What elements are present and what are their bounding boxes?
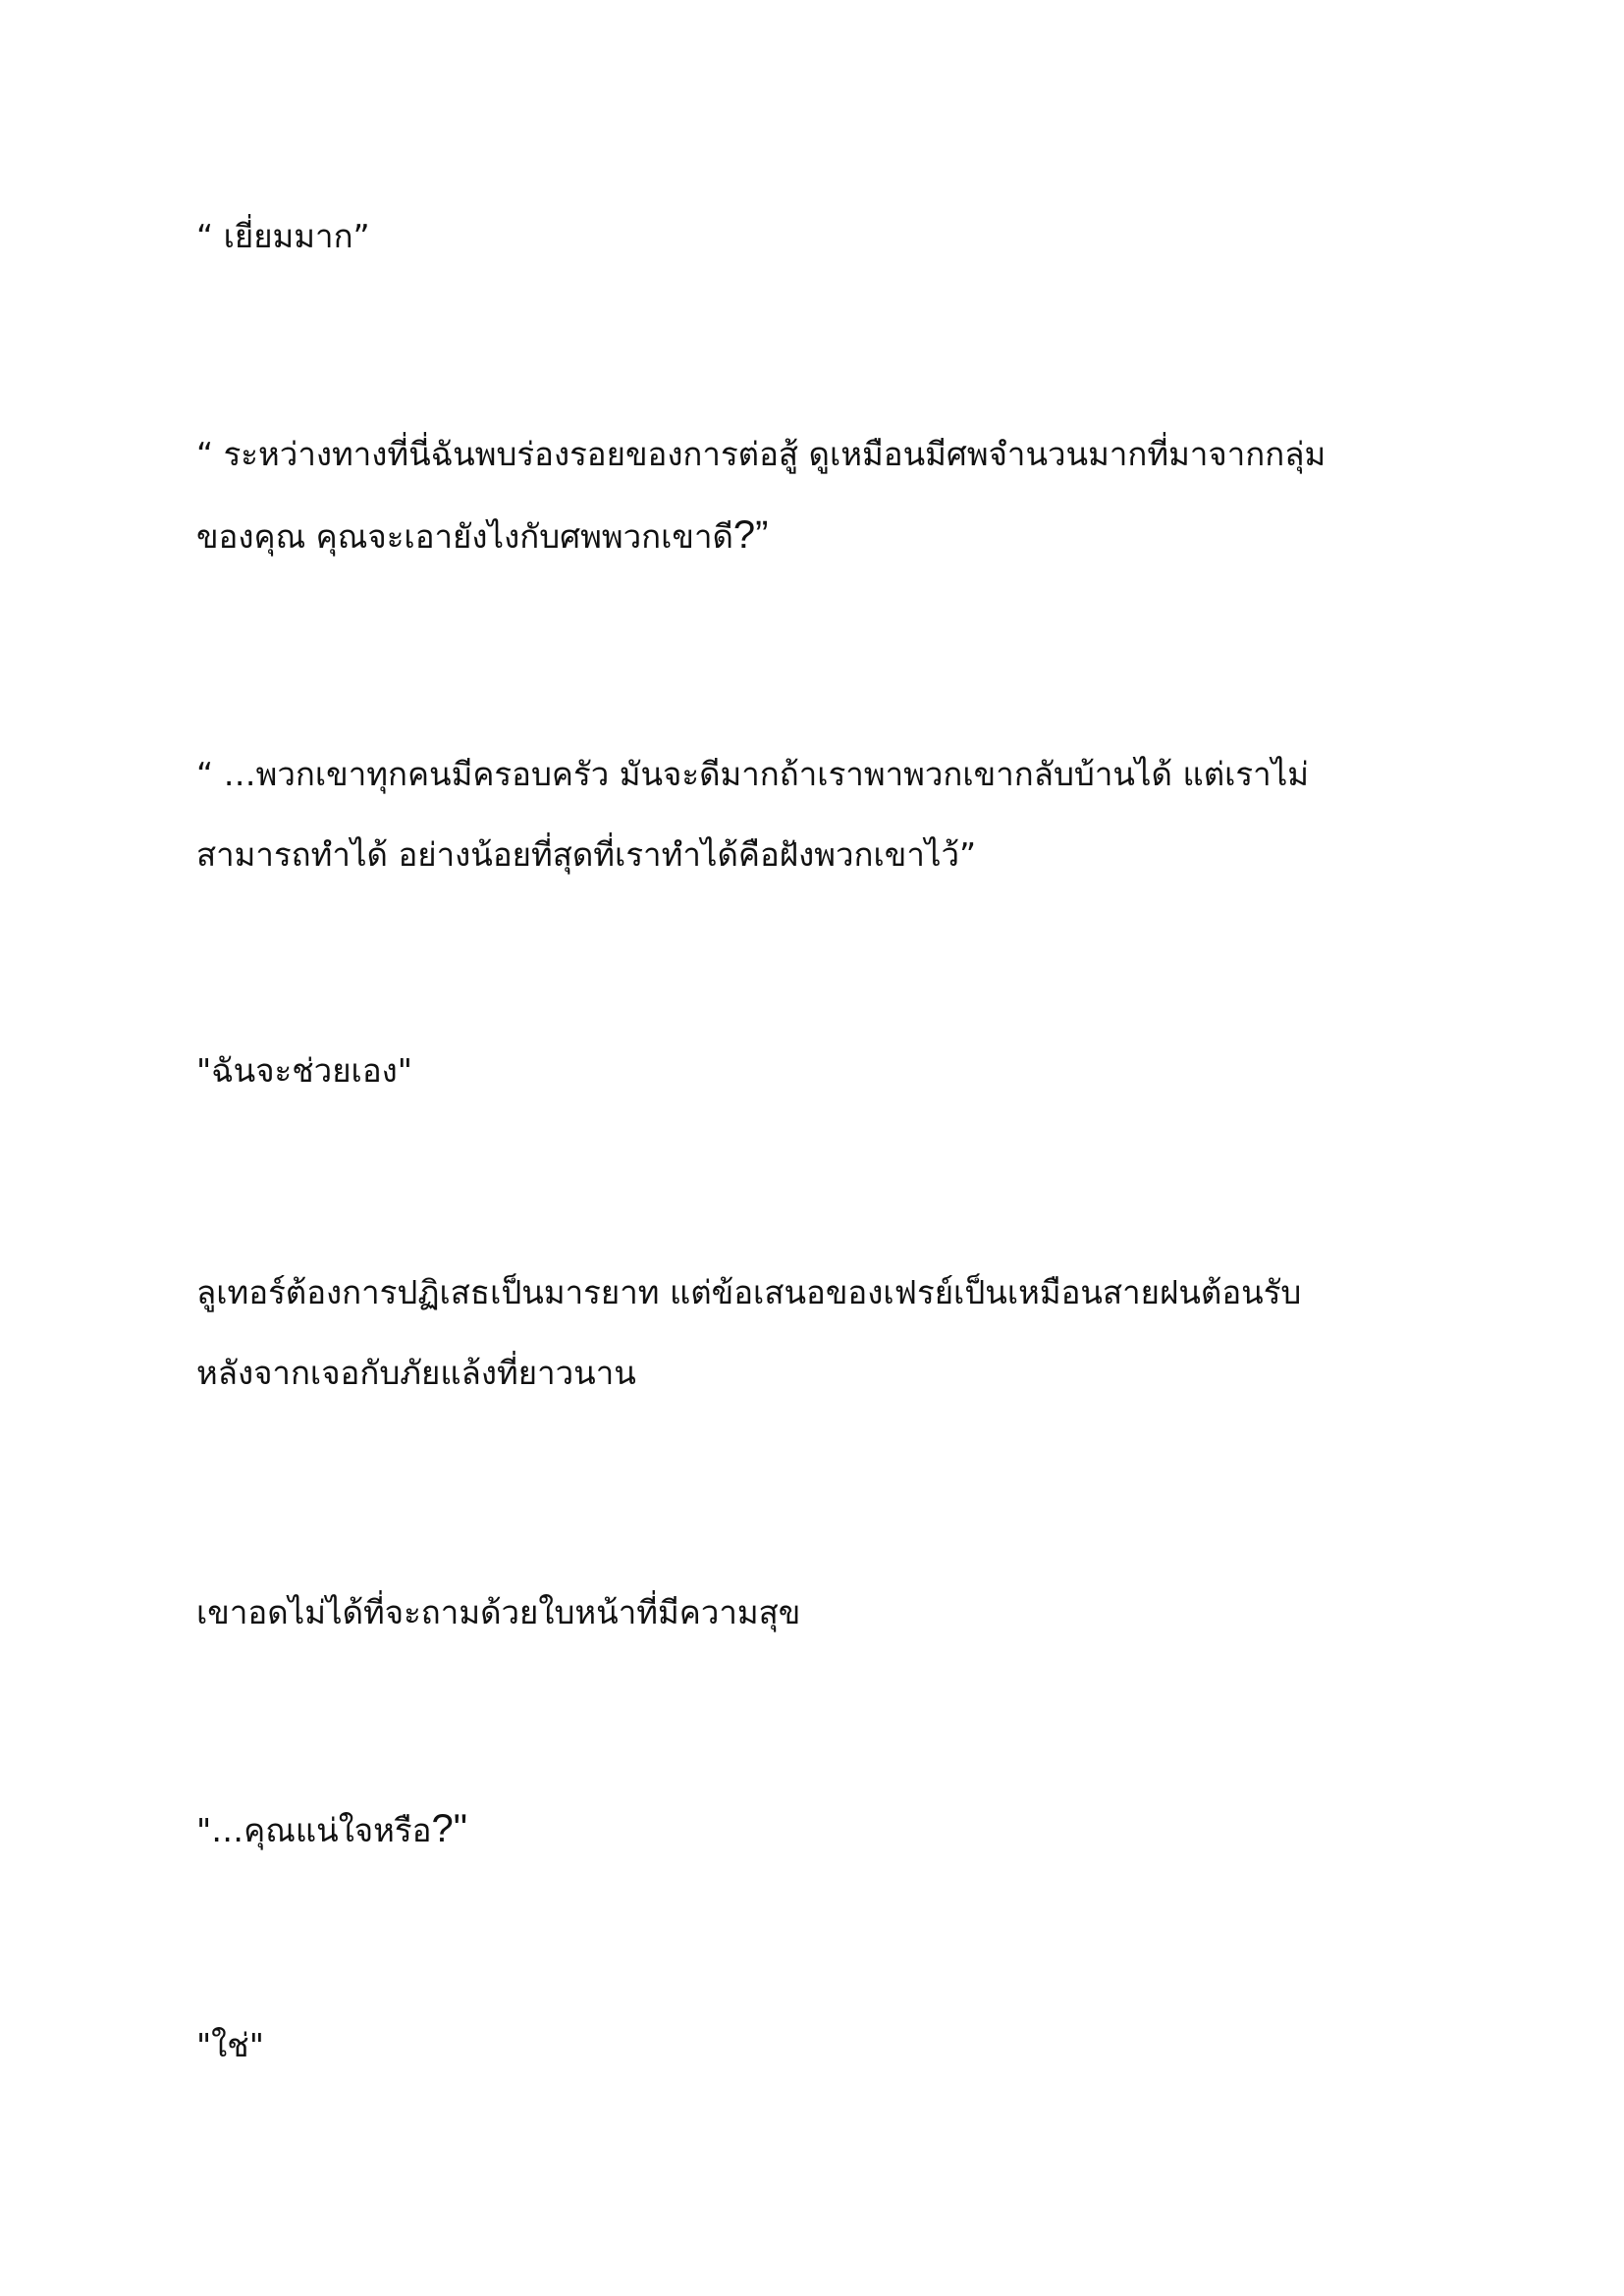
paragraph-2 xyxy=(196,414,1424,577)
paragraph-line: ลูเทอร์ต้องการปฏิเสธเป็นมารยาท แต่ข้อเสนอของเฟรย์เป็นเหมือนสายฝนต้อนรับ xyxy=(196,1273,1302,1311)
paragraph-6 xyxy=(196,1573,1424,1653)
paragraph-line: "ฉันจะช่วยเอง" xyxy=(196,1051,412,1090)
question-mark: ?” xyxy=(732,513,769,557)
paragraph-line: เขาอดไม่ได้ที่จะถามด้วยใบหน้าที่มีความสุข xyxy=(196,1593,801,1631)
question-mark: ?" xyxy=(431,1807,467,1850)
paragraph-line: หลังจากเจอกับภัยแล้งที่ยาวนาน xyxy=(196,1354,636,1392)
paragraph-4 xyxy=(196,1031,1424,1111)
paragraph-8 xyxy=(196,2005,1424,2086)
paragraph-line: “ …พวกเขาทุกคนมีครอบครัว มันจะดีมากถ้าเราพาพวกเขากลับบ้านได้ แต่เราไม่ xyxy=(196,755,1310,793)
paragraph-3 xyxy=(196,734,1424,895)
paragraph-line: “ เยี่ยมมาก” xyxy=(196,217,370,255)
paragraph-line-text: "…คุณแน่ใจหรือ xyxy=(196,1811,432,1849)
paragraph-line: สามารถทำได้ อย่างน้อยที่สุดที่เราทำได้คือฝังพวกเขาไว้” xyxy=(196,835,977,874)
paragraph-7 xyxy=(196,1789,1424,1871)
paragraph-line xyxy=(196,1789,1424,1871)
paragraph-line xyxy=(196,495,1424,577)
paragraph-line: “ ระหว่างทางที่นี่ฉันพบร่องรอยของการต่อสู้ ดูเหมือนมีศพจำนวนมากที่มาจากกลุ่ม xyxy=(196,435,1326,473)
paragraph-line-text: ของคุณ คุณจะเอายังไงกับศพพวกเขาดี xyxy=(196,517,733,556)
paragraph-5 xyxy=(196,1253,1424,1414)
paragraph-1 xyxy=(196,196,1424,277)
paragraph-line: "ใช่" xyxy=(196,2026,264,2064)
